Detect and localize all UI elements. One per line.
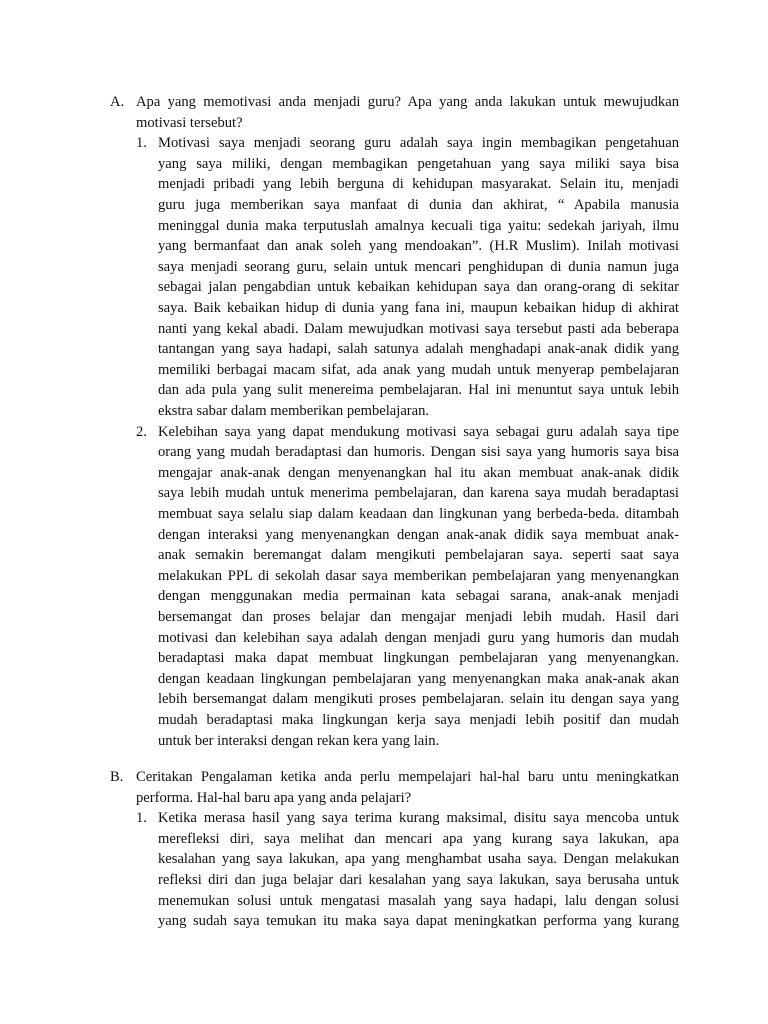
list-item-line: bersemangat dan proses belajar dan mengajar menjadi lebih mudah. Hasil dari [158, 609, 679, 625]
list-item-line: Ketika merasa hasil yang saya terima kurang maksimal, disitu saya mencoba untuk [158, 810, 679, 827]
list-item-line: menemukan solusi untuk mengatasi masalah yang saya hadapi, lalu dengan solusi [158, 892, 679, 909]
list-item-line: saya lebih mudah untuk menerima pembelajaran, dan karena saya mudah beradaptasi [158, 485, 679, 502]
list-item-line: tantangan yang saya hadapi, salah satunya adalah menghadapi anak-anak didik yang [158, 341, 679, 358]
list-item-line: Kelebihan saya yang dapat mendukung motivasi saya sebagai guru adalah saya tipe [158, 423, 679, 440]
list-item-line: dan ada pula yang sulit menereima pembelajaran. Hal ini menuntut saya untuk lebih [158, 382, 679, 399]
list-item-line: dengan menggunakan media permainan kata sebagai sarana, anak-anak menjadi [158, 588, 679, 605]
list-item-line: menjadi pribadi yang lebih berguna di kehidupan masyarakat. Selain itu, menjadi [158, 176, 679, 193]
list-item-line: nanti yang kekal abadi. Dalam mewujudkan motivasi saya tersebut pasti ada beberapa [158, 320, 679, 337]
list-item-line: memiliki berbagai macam sifat, ada anak yang mudah untuk menyerap pembelajaran [158, 361, 679, 378]
list-item-line: dengan keadaan lingkungan pembelajaran yang menyenangkan maka anak-anak akan [158, 670, 679, 687]
list-item-line: saya menjadi seorang guru, selain untuk mencari penghidupan di dunia namun juga [158, 258, 679, 275]
section-question-line: motivasi tersebut? [136, 114, 243, 131]
list-item-line: orang yang mudah beradaptasi dan humoris. Dengan sisi saya yang humoris saya bisa [158, 444, 679, 461]
list-item-line: meninggal dunia maka terputuslah amalnya kecuali tiga yaitu: sedekah jariyah, ilmu [158, 217, 679, 234]
list-item-line: dengan interaksi yang menyenangkan dengan anak-anak didik saya membuat anak- [158, 526, 679, 543]
list-item-line: sebagai jalan pengabdian untuk kebaikan kehidupan saya dan orang-orang di sekitar [158, 279, 679, 296]
section-marker: A. [110, 94, 125, 110]
list-item-line: yang saya miliki, dengan membagikan pengetahuan yang saya miliki saya bisa [158, 155, 679, 172]
list-item-line: untuk ber interaksi dengan rekan kera yang lain. [158, 732, 440, 749]
list-item-line: beradaptasi maka dapat membuat lingkungan pembelajaran yang menyenangkan. [158, 650, 679, 667]
section-question-line: Ceritakan Pengalaman ketika anda perlu mempelajari hal-hal baru untu meningkatkan [136, 769, 679, 785]
list-item-line: motivasi dan kelebihan saya adalah dengan menjadi guru yang humoris dan mudah [158, 629, 679, 646]
list-item-line: refleksi diri dan juga belajar dari kesalahan yang saya lakukan, saya berusaha untuk [158, 872, 679, 888]
list-item-line: melakukan PPL di sekolah dasar saya memberikan pembelajaran yang menyenangkan [158, 567, 679, 584]
list-item-line: mengajar anak-anak dengan menyenangkan hal itu akan membuat anak-anak didik [158, 464, 679, 481]
list-item-number: 1. [136, 135, 147, 152]
list-item-number: 2. [136, 423, 147, 440]
list-item-line: ekstra sabar dalam memberikan pembelajaran. [158, 403, 430, 419]
section-marker: B. [110, 769, 124, 785]
list-item-line: anak semakin beremangat dalam mengikuti pembelajaran saya. seperti saat saya [158, 547, 679, 564]
list-item-line: saya. Baik kebaikan hidup di dunia yang fana ini, maupun kebaikan hidup di akhirat [158, 300, 679, 316]
list-item-line: guru juga memberikan saya manfaat di dunia dan akhirat, “ Apabila manusia [158, 197, 679, 213]
list-item-line: lebih bersemangat dalam mengikuti proses pembelajaran. selain itu dengan saya yang [158, 691, 679, 708]
list-item-line: merefleksi diri, saya melihat dan mencari apa yang kurang saya lakukan, apa [158, 830, 679, 847]
list-item-line: membuat saya selalu siap dalam keadaan dan lingkunan yang berbeda-beda. ditambah [158, 506, 679, 522]
section-question-line: Apa yang memotivasi anda menjadi guru? Apa yang anda lakukan untuk mewujudkan [136, 94, 679, 110]
list-item-line: kesalahan yang saya lakukan, apa yang menghambat usaha saya. Dengan melakukan [158, 851, 679, 868]
list-item-line: mudah beradaptasi maka lingkungan kerja saya menjadi lebih positif dan mudah [158, 712, 679, 728]
list-item-line: Motivasi saya menjadi seorang guru adalah saya ingin membagikan pengetahuan [158, 135, 679, 152]
section-question-line: performa. Hal-hal baru apa yang anda pelajari? [136, 789, 412, 806]
list-item-number: 1. [136, 810, 147, 827]
list-item-line: yang bermanfaat dan anak soleh yang mendoakan”. (H.R Muslim). Inilah motivasi [158, 238, 679, 255]
list-item-line: yang sudah saya temukan itu maka saya dapat meningkatkan performa yang kurang [158, 913, 679, 930]
